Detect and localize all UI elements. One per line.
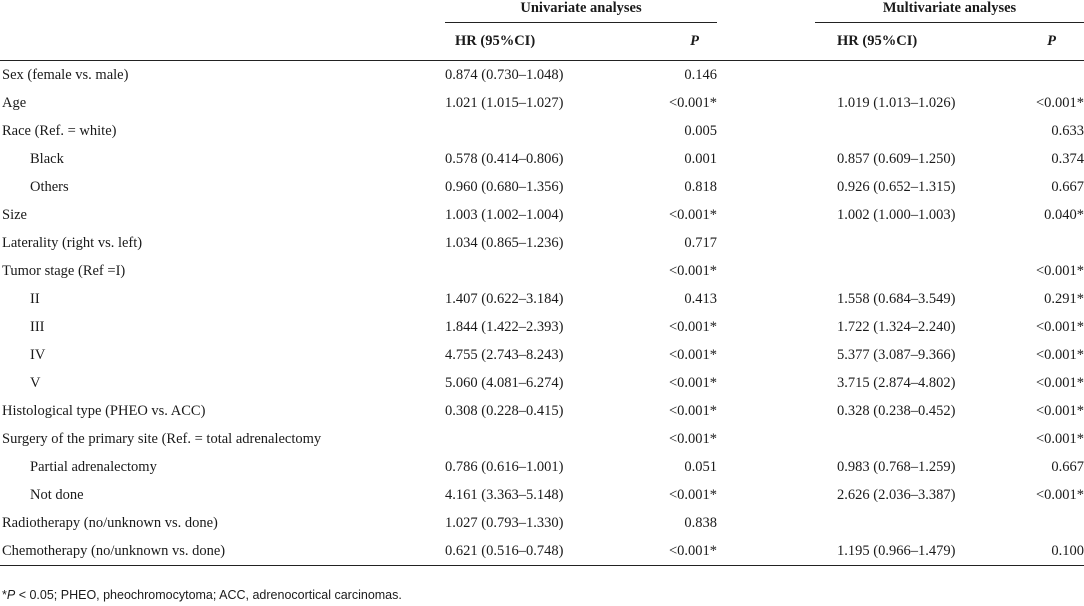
multivariate-p-cell: 0.667 [1051, 178, 1084, 195]
gap-subheader-cell [717, 23, 815, 61]
table-row [0, 453, 1084, 481]
multivariate-p-cell: <0.001* [1035, 346, 1084, 363]
univariate-hr-cell: 1.034 (0.865–1.236) [445, 234, 564, 251]
multivariate-hr-cell [815, 257, 995, 285]
variable-label: Tumor stage (Ref =I) [2, 262, 126, 279]
table-row [0, 313, 1084, 341]
variable-label: Sex (female vs. male) [2, 66, 129, 83]
table-row [0, 285, 1084, 313]
variable-label: Others [30, 178, 69, 195]
multivariate-hr-cell: 0.983 (0.768–1.259) [837, 458, 956, 475]
table-row [0, 369, 1084, 397]
variable-label: Race (Ref. = white) [2, 122, 117, 139]
multivariate-p-cell: <0.001* [1035, 486, 1084, 503]
univariate-hr-cell: 4.755 (2.743–8.243) [445, 346, 564, 363]
gap-cell [717, 89, 815, 117]
table-row [0, 145, 1084, 173]
multivariate-hr-cell: 1.722 (1.324–2.240) [837, 318, 956, 335]
multivariate-hr-cell: 1.002 (1.000–1.003) [837, 206, 956, 223]
variable-label: Chemotherapy (no/unknown vs. done) [2, 542, 226, 559]
gap-cell [717, 481, 815, 509]
multivariate-hr-cell: 2.626 (2.036–3.387) [837, 486, 956, 503]
univariate-hr-cell: 1.021 (1.015–1.027) [445, 94, 564, 111]
multivariate-p-cell: <0.001* [1035, 374, 1084, 391]
variable-label: III [30, 318, 45, 335]
univariate-hr-cell [445, 117, 625, 145]
univariate-p-cell: 0.001 [684, 150, 718, 167]
univariate-hr-header: HR (95%CI) [455, 33, 536, 49]
variable-label: Not done [30, 486, 84, 503]
univariate-p-cell: <0.001* [668, 542, 718, 559]
univariate-p-cell: 0.413 [684, 290, 718, 307]
multivariate-hr-cell: 1.195 (0.966–1.479) [837, 542, 956, 559]
multivariate-p-cell: 0.667 [1051, 458, 1084, 475]
univariate-p-cell: 0.005 [684, 122, 718, 139]
table-row [0, 61, 1084, 90]
gap-cell [717, 201, 815, 229]
univariate-p-cell: <0.001* [668, 402, 718, 419]
univariate-hr-cell: 0.874 (0.730–1.048) [445, 66, 564, 83]
multivariate-hr-cell: 0.857 (0.609–1.250) [837, 150, 956, 167]
gap-cell [717, 341, 815, 369]
multivariate-hr-cell: 0.926 (0.652–1.315) [837, 178, 956, 195]
univariate-p-cell: 0.051 [684, 458, 718, 475]
univariate-hr-cell: 0.578 (0.414–0.806) [445, 150, 564, 167]
gap-cell [717, 425, 815, 453]
univariate-hr-cell: 1.844 (1.422–2.393) [445, 318, 564, 335]
gap-cell [717, 509, 815, 537]
gap-cell [717, 117, 815, 145]
variable-label: Size [2, 206, 27, 223]
table-row [0, 229, 1084, 257]
gap-cell [717, 537, 815, 566]
footnote-p-symbol: P [6, 588, 16, 602]
multivariate-hr-cell: 0.328 (0.238–0.452) [837, 402, 956, 419]
univariate-hr-cell: 0.308 (0.228–0.415) [445, 402, 564, 419]
gap-cell [717, 257, 815, 285]
variable-label: Partial adrenalectomy [30, 458, 157, 475]
gap-cell [717, 369, 815, 397]
multivariate-group-header: Multivariate analyses [815, 0, 1084, 23]
multivariate-p-cell: <0.001* [1035, 430, 1084, 447]
variable-label: IV [30, 346, 46, 363]
univariate-p-cell: <0.001* [668, 94, 718, 111]
univariate-p-cell: <0.001* [668, 374, 718, 391]
univariate-p-cell: <0.001* [668, 486, 718, 503]
univariate-p-cell: 0.146 [684, 66, 718, 83]
multivariate-p-cell: 0.040* [1044, 206, 1084, 223]
table-row [0, 117, 1084, 145]
table-row [0, 481, 1084, 509]
multivariate-hr-cell: 3.715 (2.874–4.802) [837, 374, 956, 391]
empty-header-cell [0, 0, 445, 23]
univariate-group-header: Univariate analyses [445, 0, 717, 23]
gap-cell [717, 173, 815, 201]
univariate-hr-cell: 1.027 (0.793–1.330) [445, 514, 564, 531]
multivariate-hr-cell [815, 229, 995, 257]
multivariate-p-cell: 0.633 [1051, 122, 1084, 139]
table-row [0, 341, 1084, 369]
group-header-row [0, 0, 1084, 23]
univariate-hr-cell: 5.060 (4.081–6.274) [445, 374, 564, 391]
multivariate-hr-cell [815, 425, 995, 453]
univariate-p-cell: <0.001* [668, 318, 718, 335]
multivariate-p-cell: 0.291* [1044, 290, 1084, 307]
multivariate-hr-cell: 1.558 (0.684–3.549) [837, 290, 956, 307]
multivariate-hr-cell: 5.377 (3.087–9.366) [837, 346, 956, 363]
multivariate-p-cell [995, 509, 1084, 537]
gap-header-cell [717, 0, 815, 23]
variable-label: Surgery of the primary site (Ref. = total adrenalectomy [2, 430, 322, 447]
variable-label: Age [2, 94, 27, 111]
univariate-hr-cell [445, 257, 625, 285]
gap-cell [717, 61, 815, 90]
multivariate-hr-cell: 1.019 (1.013–1.026) [837, 94, 956, 111]
gap-cell [717, 229, 815, 257]
variable-label: Laterality (right vs. left) [2, 234, 143, 251]
multivariate-p-cell: <0.001* [1035, 402, 1084, 419]
univariate-p-cell: <0.001* [668, 206, 718, 223]
variable-label: Black [30, 150, 64, 167]
table-row [0, 397, 1084, 425]
multivariate-p-header: P [1047, 33, 1057, 49]
univariate-p-cell: 0.818 [684, 178, 718, 195]
multivariate-hr-cell [815, 61, 995, 90]
univariate-hr-cell [445, 425, 625, 453]
variable-label: II [30, 290, 40, 307]
table-row [0, 201, 1084, 229]
footnote-star: * [2, 588, 7, 602]
univariate-hr-cell: 4.161 (3.363–5.148) [445, 486, 564, 503]
variable-label: V [30, 374, 41, 391]
multivariate-p-cell: <0.001* [1035, 94, 1084, 111]
table-row [0, 537, 1084, 566]
multivariate-hr-cell [815, 509, 995, 537]
empty-subheader-cell [0, 23, 445, 61]
multivariate-p-cell [995, 61, 1084, 90]
multivariate-p-cell: 0.374 [1051, 150, 1084, 167]
univariate-hr-cell: 1.003 (1.002–1.004) [445, 206, 564, 223]
table-body [0, 61, 1084, 566]
column-header-row [0, 23, 1084, 61]
univariate-p-cell: <0.001* [668, 346, 718, 363]
table-row [0, 173, 1084, 201]
table-footnote [2, 588, 402, 602]
footnote-text: < 0.05; PHEO, pheochromocytoma; ACC, adrenocortical carcinomas. [15, 588, 402, 602]
univariate-p-cell: <0.001* [668, 430, 718, 447]
univariate-p-cell: 0.838 [684, 514, 718, 531]
univariate-p-header: P [690, 33, 700, 49]
multivariate-p-cell: <0.001* [1035, 318, 1084, 335]
table-row [0, 89, 1084, 117]
multivariate-p-cell: <0.001* [1035, 262, 1084, 279]
variable-label: Radiotherapy (no/unknown vs. done) [2, 514, 218, 531]
univariate-hr-cell: 0.960 (0.680–1.356) [445, 178, 564, 195]
multivariate-hr-header: HR (95%CI) [837, 33, 918, 49]
univariate-hr-cell: 1.407 (0.622–3.184) [445, 290, 564, 307]
univariate-hr-cell: 0.621 (0.516–0.748) [445, 542, 564, 559]
gap-cell [717, 453, 815, 481]
gap-cell [717, 285, 815, 313]
univariate-p-cell: 0.717 [684, 234, 718, 251]
variable-label: Histological type (PHEO vs. ACC) [2, 402, 206, 419]
gap-cell [717, 397, 815, 425]
multivariate-hr-cell [815, 117, 995, 145]
table-row [0, 257, 1084, 285]
multivariate-p-cell [995, 229, 1084, 257]
multivariate-p-cell: 0.100 [1051, 542, 1084, 559]
table-row [0, 509, 1084, 537]
gap-cell [717, 145, 815, 173]
univariate-hr-cell: 0.786 (0.616–1.001) [445, 458, 564, 475]
table-row [0, 425, 1084, 453]
gap-cell [717, 313, 815, 341]
univariate-p-cell: <0.001* [668, 262, 718, 279]
